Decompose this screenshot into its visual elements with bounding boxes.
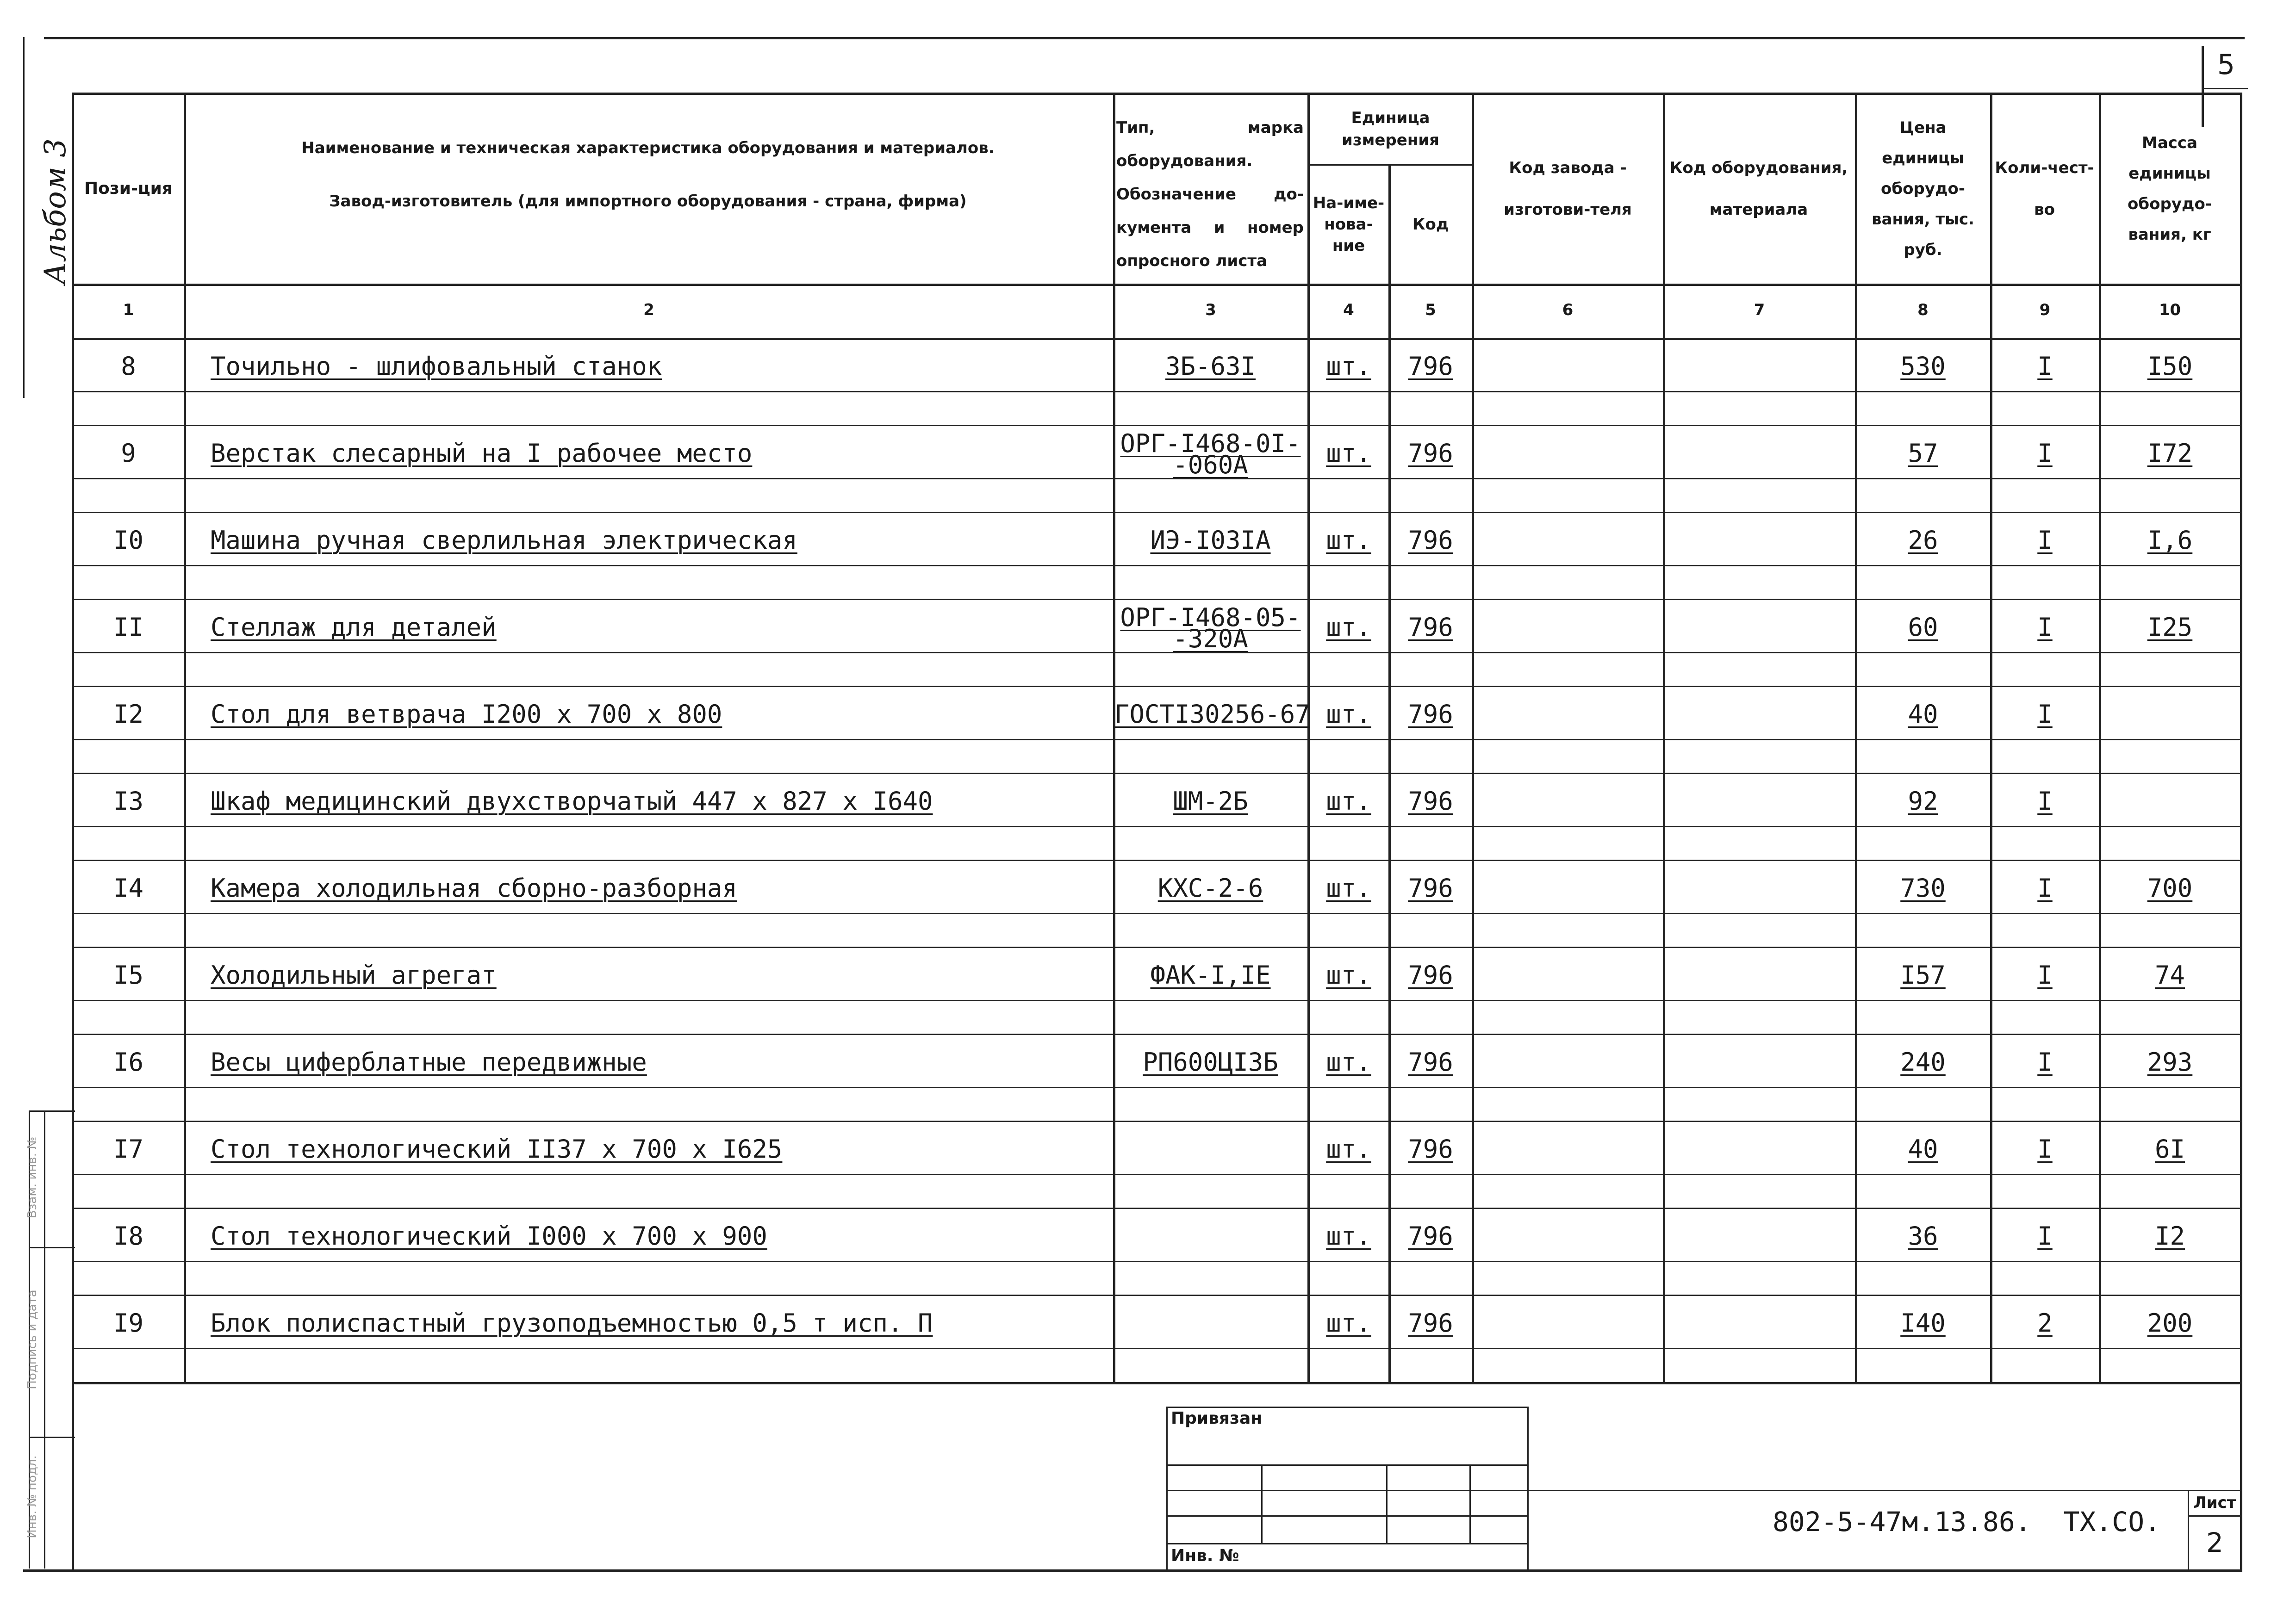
cell-name: Холодильный агрегат <box>211 961 497 990</box>
colnum: 5 <box>1425 301 1436 319</box>
header-mass: Масса единицы оборудо-вания, кг <box>2128 133 2212 244</box>
header-price: Цена единицы оборудо-вания, тыс. руб. <box>1872 118 1974 259</box>
cell-unit: шт. <box>1326 1135 1371 1164</box>
stamp-line <box>1166 1515 1527 1517</box>
cell-type: ИЭ-I03IА <box>1150 526 1271 555</box>
side-faint-label: Инв. № подл. <box>25 1455 39 1538</box>
col-line <box>2099 93 2101 1382</box>
cell-mass: I2 <box>2154 1221 2185 1251</box>
header-unit-group: Единица измерения <box>1342 109 1439 149</box>
row-line <box>72 1208 2242 1209</box>
stamp-line <box>1166 1407 1527 1408</box>
binding-strip-divider <box>44 1110 45 1569</box>
row-divider <box>72 1261 2242 1262</box>
colnum: 7 <box>1754 301 1765 319</box>
row-line <box>72 425 2242 426</box>
cell-type: КХС-2-6 <box>1157 874 1263 903</box>
row-divider <box>72 1087 2242 1088</box>
cell-unit: шт. <box>1326 613 1371 642</box>
cell-name: Шкаф медицинский двухстворчатый 447 х 827 х I640 <box>211 787 933 816</box>
cell-qty: I <box>2037 1221 2053 1251</box>
colnum-bottom-line <box>72 338 2242 340</box>
cell-pos: I4 <box>113 874 144 903</box>
row-line <box>72 686 2242 687</box>
header-maker-code: Код завода - изготови-теля <box>1504 158 1632 219</box>
stamp-line <box>1386 1464 1388 1543</box>
table-bottom-line <box>72 1382 2242 1384</box>
col-line <box>184 93 186 1382</box>
row-divider <box>72 478 2242 479</box>
cell-type: 3Б-63I <box>1165 352 1256 381</box>
cell-name: Блок полиспастный грузоподъемностью 0,5 т исп. П <box>211 1308 933 1338</box>
header-unit-name: На-име-нова-ние <box>1313 194 1385 255</box>
col-line <box>1855 93 1857 1382</box>
colnum: 3 <box>1205 301 1216 319</box>
cell-code: 796 <box>1408 1221 1453 1251</box>
row-line <box>72 1034 2242 1035</box>
cell-mass: 200 <box>2147 1308 2193 1338</box>
cell-price: 36 <box>1908 1221 1938 1251</box>
stamp-line <box>1527 1490 2240 1491</box>
cell-mass: 293 <box>2147 1048 2193 1077</box>
col-line <box>1388 164 1391 1382</box>
cell-price: I40 <box>1900 1308 1946 1338</box>
cell-qty: I <box>2037 526 2053 555</box>
row-line <box>72 1295 2242 1296</box>
row-divider <box>72 652 2242 653</box>
row-line <box>72 599 2242 600</box>
cell-code: 796 <box>1408 700 1453 729</box>
stamp-line <box>1166 1490 1527 1491</box>
cell-pos: I7 <box>113 1135 144 1164</box>
cell-name: Верстак слесарный на I рабочее место <box>211 439 753 468</box>
row-divider <box>72 391 2242 392</box>
cell-unit: шт. <box>1326 352 1371 381</box>
colnum: 2 <box>643 301 654 319</box>
cell-code: 796 <box>1408 874 1453 903</box>
cell-unit: шт. <box>1326 1221 1371 1251</box>
cell-code: 796 <box>1408 1048 1453 1077</box>
cell-code: 796 <box>1408 352 1453 381</box>
row-line <box>72 1121 2242 1122</box>
cell-pos: I8 <box>113 1221 144 1251</box>
cell-mass: I72 <box>2147 439 2193 468</box>
cell-price: 240 <box>1900 1048 1946 1077</box>
cell-price: 40 <box>1908 700 1938 729</box>
header-unit-code: Код <box>1412 215 1449 234</box>
stamp-inv-label: Инв. № <box>1171 1546 1239 1565</box>
stamp-bound-label: Привязан <box>1171 1409 1263 1428</box>
cell-qty: I <box>2037 1048 2053 1077</box>
page-number-box-bottom <box>2202 88 2248 89</box>
cell-price: I57 <box>1900 961 1946 990</box>
cell-unit: шт. <box>1326 1048 1371 1077</box>
cell-type: ГОСТI30256-67 <box>1114 700 1310 729</box>
cell-qty: I <box>2037 1135 2053 1164</box>
cell-unit: шт. <box>1326 439 1371 468</box>
cell-pos: I0 <box>113 526 144 555</box>
cell-price: 40 <box>1908 1135 1938 1164</box>
cell-qty: I <box>2037 613 2053 642</box>
cell-mass: 6I <box>2154 1135 2185 1164</box>
row-divider <box>72 739 2242 740</box>
col-line <box>1113 93 1115 1382</box>
cell-name: Точильно - шлифовальный станок <box>211 352 662 381</box>
cell-name: Весы циферблатные передвижные <box>211 1048 647 1077</box>
cell-mass: 74 <box>2154 961 2185 990</box>
cell-pos: I5 <box>113 961 144 990</box>
colnum: 1 <box>123 301 134 319</box>
col-line <box>1307 93 1310 1382</box>
cell-unit: шт. <box>1326 787 1371 816</box>
cell-pos: 9 <box>121 439 136 468</box>
stamp-line <box>1527 1407 1529 1569</box>
col-line <box>1990 93 1992 1382</box>
cell-mass: I25 <box>2147 613 2193 642</box>
cell-type: ШМ-2Б <box>1173 787 1248 816</box>
cell-pos: I6 <box>113 1048 144 1077</box>
cell-type: ОРГ-I468-0I- -060А <box>1120 429 1301 479</box>
cell-qty: I <box>2037 352 2053 381</box>
cell-code: 796 <box>1408 526 1453 555</box>
cell-name: Машина ручная сверлильная электрическая <box>211 526 797 555</box>
row-line <box>72 773 2242 774</box>
cell-mass: I,6 <box>2147 526 2193 555</box>
col-line <box>1663 93 1665 1382</box>
cell-qty: I <box>2037 961 2053 990</box>
cell-qty: 2 <box>2037 1308 2053 1338</box>
row-divider <box>72 1348 2242 1349</box>
stamp-line <box>1261 1464 1263 1543</box>
cell-price: 730 <box>1900 874 1946 903</box>
row-line <box>72 512 2242 513</box>
row-divider <box>72 1000 2242 1001</box>
stamp-line <box>1166 1464 1527 1466</box>
row-divider <box>72 913 2242 914</box>
page-bottom-line <box>23 1569 2242 1572</box>
cell-type: РП600ЦI3Б <box>1143 1048 1278 1077</box>
cell-qty: I <box>2037 787 2053 816</box>
side-faint-label: Взам. инв. № <box>25 1136 39 1219</box>
cell-code: 796 <box>1408 1135 1453 1164</box>
cell-name: Стеллаж для деталей <box>211 613 497 642</box>
cell-unit: шт. <box>1326 700 1371 729</box>
cell-price: 57 <box>1908 439 1938 468</box>
cell-qty: I <box>2037 700 2053 729</box>
header-position: Пози-ция <box>84 179 173 198</box>
cell-price: 530 <box>1900 352 1946 381</box>
stamp-line <box>1166 1407 1168 1569</box>
cell-code: 796 <box>1408 1308 1453 1338</box>
cell-code: 796 <box>1408 613 1453 642</box>
cell-unit: шт. <box>1326 1308 1371 1338</box>
stamp-line <box>2188 1515 2240 1517</box>
colnum: 8 <box>1917 301 1929 319</box>
cell-pos: I9 <box>113 1308 144 1338</box>
top-border-line <box>44 37 2245 39</box>
cell-pos: 8 <box>121 352 136 381</box>
colnum: 9 <box>2039 301 2051 319</box>
side-faint-label: Подпись и дата <box>25 1290 39 1389</box>
cell-price: 92 <box>1908 787 1938 816</box>
row-divider <box>72 826 2242 827</box>
stamp-line <box>2188 1490 2189 1569</box>
header-name-line1: Наименование и техническая характеристика оборудования и материалов. <box>301 139 995 157</box>
cell-type: ФАК-I,IЕ <box>1150 961 1271 990</box>
stamp-line <box>1469 1464 1471 1543</box>
header-type: Тип, марка оборудования. Обозначение до-кумента и номер опросного листа <box>1116 118 1304 270</box>
cell-name: Стол для ветврача I200 х 700 х 800 <box>211 700 722 729</box>
cell-pos: I2 <box>113 700 144 729</box>
sheet-number: 2 <box>2206 1527 2223 1558</box>
table-right-line <box>2240 93 2242 1569</box>
album-label: Альбом 3 <box>38 138 73 285</box>
unit-group-divider <box>1307 164 1474 166</box>
cell-pos: II <box>113 613 144 642</box>
stamp-line <box>1166 1543 1527 1544</box>
cell-name: Камера холодильная сборно-разборная <box>211 874 737 903</box>
row-divider <box>72 565 2242 566</box>
header-quantity: Коли-чест-во <box>1995 158 2094 219</box>
cell-price: 60 <box>1908 613 1938 642</box>
cell-code: 796 <box>1408 787 1453 816</box>
page-number: 5 <box>2217 49 2235 81</box>
row-divider <box>72 1174 2242 1175</box>
cell-unit: шт. <box>1326 526 1371 555</box>
cell-name: Стол технологический II37 х 700 х I625 <box>211 1135 783 1164</box>
cell-unit: шт. <box>1326 874 1371 903</box>
colnum: 10 <box>2159 301 2181 319</box>
binding-strip-upper-line <box>23 37 25 398</box>
colnum: 4 <box>1343 301 1354 319</box>
row-line <box>72 947 2242 948</box>
cell-qty: I <box>2037 874 2053 903</box>
cell-type: ОРГ-I468-05- -320А <box>1120 603 1301 653</box>
header-name-line2: Завод-изготовитель (для импортного оборудования - страна, фирма) <box>329 192 967 211</box>
cell-pos: I3 <box>113 787 144 816</box>
cell-unit: шт. <box>1326 961 1371 990</box>
cell-mass: I50 <box>2147 352 2193 381</box>
cell-mass: 700 <box>2147 874 2193 903</box>
header-bottom-line <box>72 284 2242 286</box>
cell-qty: I <box>2037 439 2053 468</box>
cell-price: 26 <box>1908 526 1938 555</box>
cell-code: 796 <box>1408 439 1453 468</box>
sheet-label: Лист <box>2193 1494 2236 1512</box>
colnum: 6 <box>1562 301 1574 319</box>
cell-code: 796 <box>1408 961 1453 990</box>
document-code: 802-5-47м.13.86. ТХ.СО. <box>1773 1506 2161 1538</box>
cell-name: Стол технологический I000 х 700 х 900 <box>211 1221 767 1251</box>
header-equipment-code: Код оборудования, материала <box>1669 158 1848 219</box>
col-line <box>1472 93 1474 1382</box>
row-line <box>72 860 2242 861</box>
